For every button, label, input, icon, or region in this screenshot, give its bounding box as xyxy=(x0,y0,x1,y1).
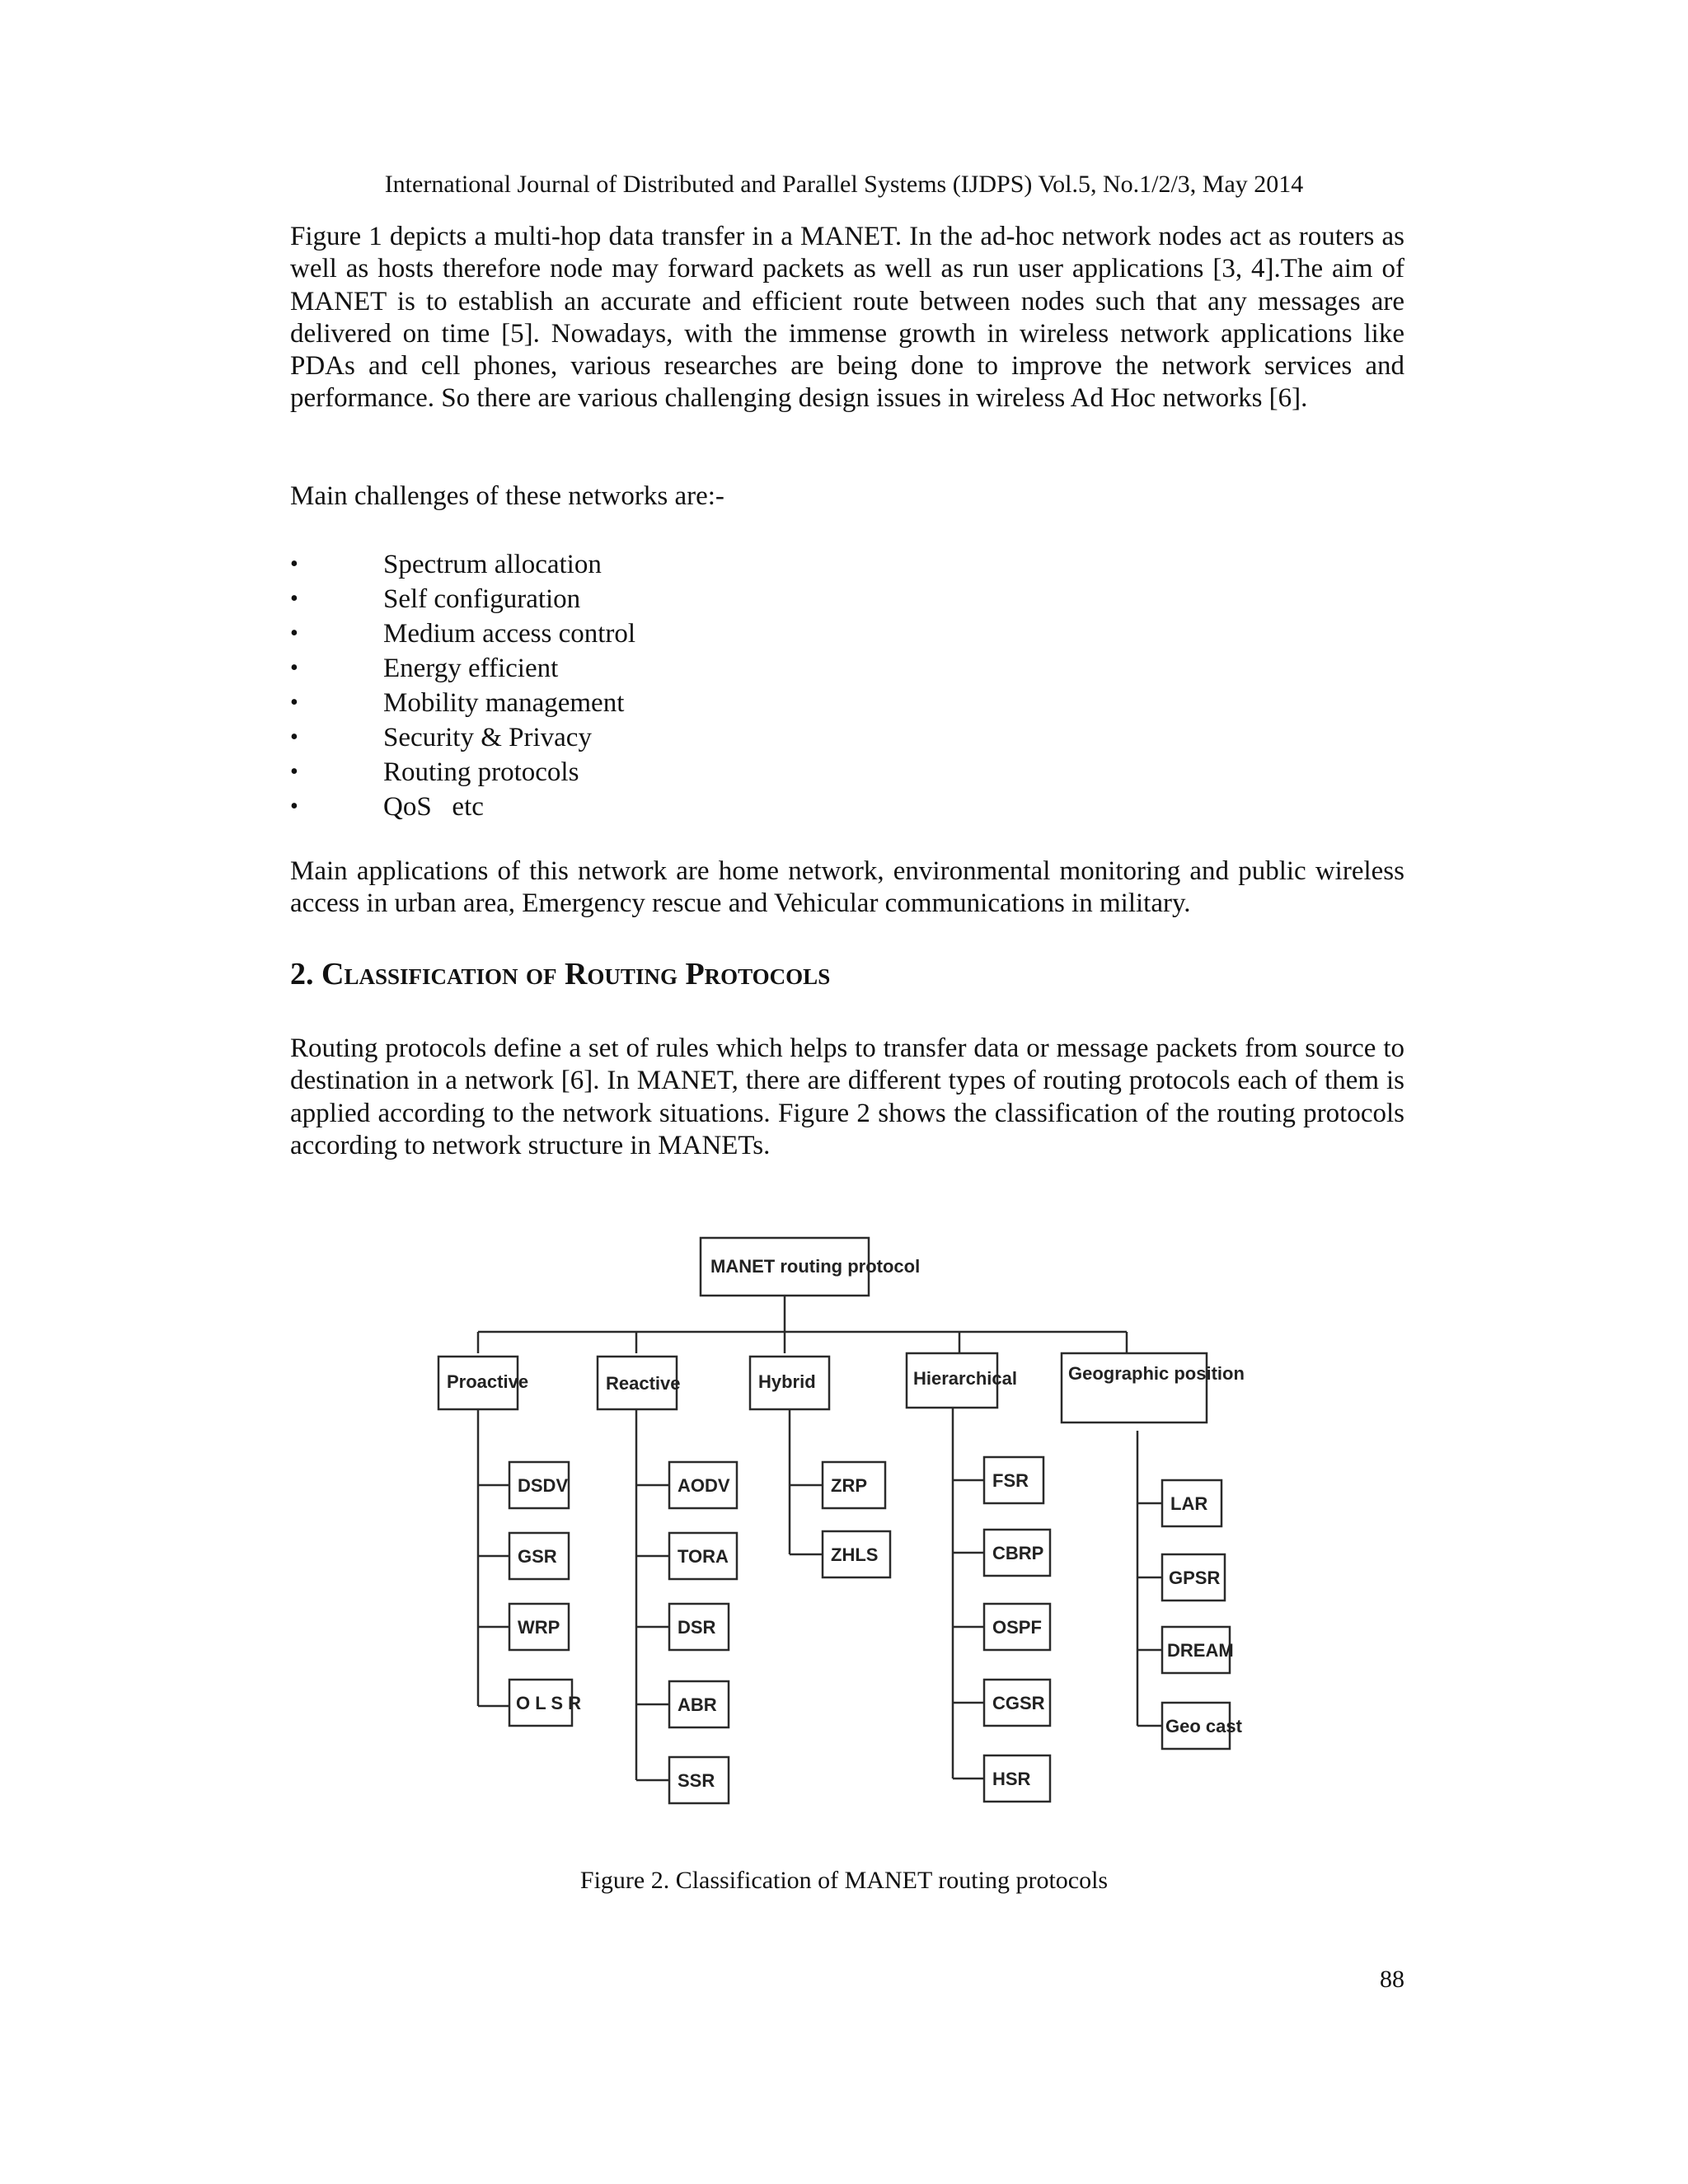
applications-paragraph: Main applications of this network are home network, environmental monitoring and public wireless access in urban area, Emergency rescue and Vehicular communications in military. xyxy=(290,856,1404,919)
list-item-text: Energy efficient xyxy=(383,654,559,683)
list-item-text: Self configuration xyxy=(383,584,581,614)
list-item-text: Mobility management xyxy=(383,688,625,718)
list-item xyxy=(290,790,1032,824)
list-item xyxy=(290,686,1032,720)
protocol-label: ZHLS xyxy=(831,1544,879,1565)
protocol-label: DREAM xyxy=(1167,1640,1234,1661)
protocol-label: Geo cast xyxy=(1165,1716,1242,1736)
protocol-label: DSR xyxy=(678,1617,716,1638)
bullet-glyph: • xyxy=(290,621,298,646)
protocol-label: WRP xyxy=(518,1617,560,1638)
bullet-glyph: • xyxy=(290,586,298,612)
category-label-geographic: Geographic position xyxy=(1068,1363,1245,1384)
protocol-label: FSR xyxy=(992,1470,1029,1491)
figure-caption: Figure 2. Classification of MANET routing protocols xyxy=(579,1867,1109,1894)
routing-paragraph: Routing protocols define a set of rules which helps to transfer data or message packets from source to destination in a network [6]. In MANET, there are different types of routing protocols each of them is applied according to the network situations. Figure 2 shows the classification of the routing protocols according to network structure in MANETs. xyxy=(290,1033,1404,1160)
category-label-reactive: Reactive xyxy=(606,1373,681,1394)
protocol-label: OSPF xyxy=(992,1617,1042,1638)
bullet-glyph: • xyxy=(290,551,298,577)
protocol-label: O L S R xyxy=(516,1693,582,1713)
bullet-glyph: • xyxy=(290,759,298,785)
protocol-label: GSR xyxy=(518,1546,557,1567)
list-item-text: Spectrum allocation xyxy=(383,550,602,579)
protocol-label: HSR xyxy=(992,1769,1031,1789)
list-item-text: Security & Privacy xyxy=(383,723,592,752)
protocol-label: GPSR xyxy=(1169,1568,1221,1588)
list-item xyxy=(290,616,1032,651)
category-label-hierarchical: Hierarchical xyxy=(913,1368,1017,1389)
routing-tree-svg xyxy=(429,1228,1261,1830)
protocol-label: ABR xyxy=(678,1694,717,1715)
section-heading: 2. Classification of Routing Protocols xyxy=(290,957,831,991)
list-item xyxy=(290,582,1032,616)
root-label: MANET routing protocol xyxy=(710,1256,921,1277)
protocol-label: SSR xyxy=(678,1770,715,1791)
list-item xyxy=(290,720,1032,755)
bullet-glyph: • xyxy=(290,690,298,715)
list-item-text: Routing protocols xyxy=(383,757,579,787)
challenges-list xyxy=(290,547,1032,824)
protocol-label: AODV xyxy=(678,1475,730,1496)
challenges-intro: Main challenges of these networks are:- xyxy=(290,481,724,511)
bullet-glyph: • xyxy=(290,655,298,681)
category-label-proactive: Proactive xyxy=(447,1371,529,1392)
page-number: 88 xyxy=(1380,1966,1404,1993)
protocol-label: DSDV xyxy=(518,1475,569,1496)
running-header: International Journal of Distributed and Parallel Systems (IJDPS) Vol.5, No.1/2/3, May 2014 xyxy=(384,171,1304,198)
list-item xyxy=(290,755,1032,790)
protocol-label: CGSR xyxy=(992,1693,1045,1713)
bullet-glyph: • xyxy=(290,794,298,819)
protocol-label: TORA xyxy=(678,1546,729,1567)
protocol-label: LAR xyxy=(1170,1493,1208,1514)
list-item-text: QoS etc xyxy=(383,792,484,822)
category-label-hybrid: Hybrid xyxy=(758,1371,816,1392)
protocol-label: ZRP xyxy=(831,1475,867,1496)
figure-2-diagram xyxy=(429,1228,1261,1830)
intro-paragraph: Figure 1 depicts a multi-hop data transfer in a MANET. In the ad-hoc network nodes act as routers as well as hosts therefore node may forward packets as well as run user applications [3, 4].The aim of MANET is to establish an accurate and efficient route between nodes such that any messages are delivered on time [5]. Nowadays, with the immense growth in wireless network applications like PDAs and cell phones, various researches are being done to improve the network services and performance. So there are various challenging design issues in wireless Ad Hoc networks [6]. xyxy=(290,222,1404,414)
bullet-glyph: • xyxy=(290,724,298,750)
list-item-text: Medium access control xyxy=(383,619,636,649)
list-item xyxy=(290,547,1032,582)
protocol-label: CBRP xyxy=(992,1543,1044,1563)
list-item xyxy=(290,651,1032,686)
